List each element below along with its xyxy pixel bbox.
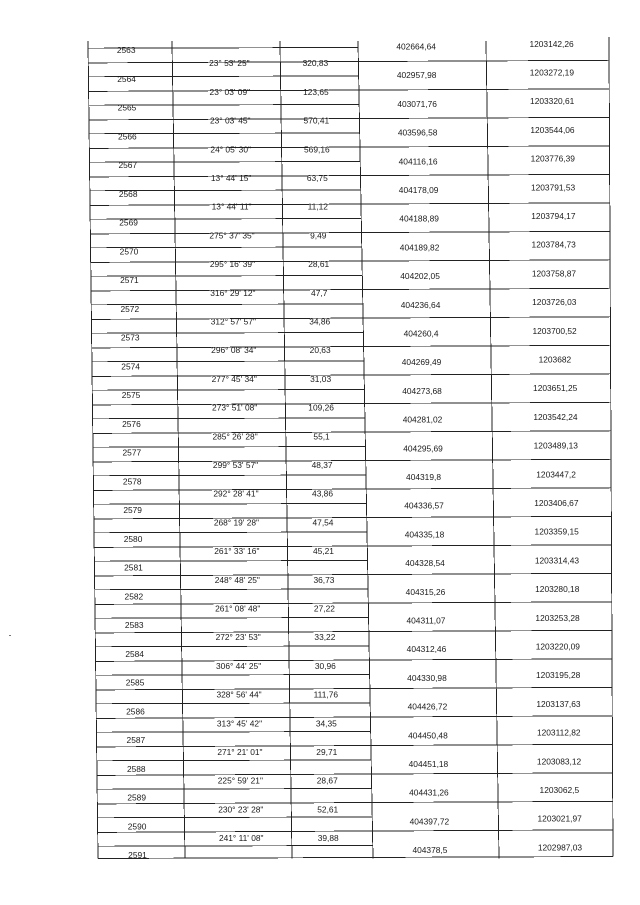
- coordinate-y-cell: 1203784,73: [531, 239, 576, 250]
- segment-length-cell: 36,73: [313, 574, 335, 585]
- point-number-cell: 2589: [127, 792, 147, 803]
- segment-length-cell: 47,54: [312, 517, 334, 528]
- point-number-cell: 2567: [118, 160, 138, 170]
- half-row-rule: [97, 788, 372, 789]
- coordinate-x-cell: 404312,46: [406, 644, 447, 655]
- point-number-cell: 2571: [120, 275, 139, 285]
- row-rule: [96, 659, 612, 662]
- coordinate-y-cell: 1203220,09: [535, 641, 580, 652]
- row-rule: [89, 89, 610, 92]
- row-rule: [93, 459, 611, 462]
- coordinate-y-cell: 1203700,52: [532, 325, 577, 336]
- coordinate-x-cell: 404116,16: [398, 156, 438, 167]
- bearing-angle-cell: 292° 28' 41": [213, 488, 259, 499]
- half-row-rule: [95, 589, 368, 590]
- coordinate-y-cell: 1203726,03: [532, 297, 577, 308]
- bearing-angle-cell: 285° 26' 28": [212, 431, 258, 442]
- segment-length-cell: 569,16: [304, 144, 330, 155]
- point-number-cell: 2565: [117, 102, 137, 113]
- bearing-angle-cell: 306° 44' 25": [216, 660, 262, 671]
- coordinate-x-cell: 404426,72: [407, 701, 448, 712]
- coordinate-y-cell: 1203791,53: [530, 182, 576, 193]
- coordinate-x-cell: 404397,72: [409, 816, 450, 827]
- row-rule: [91, 260, 610, 263]
- point-number-cell: 2568: [118, 188, 138, 199]
- coordinate-y-cell: 1203280,18: [535, 584, 580, 595]
- point-number-cell: 2588: [126, 763, 146, 774]
- coordinate-x-cell: 404315,26: [405, 586, 446, 597]
- bearing-angle-cell: 272° 23' 53": [215, 632, 261, 643]
- bearing-angle-cell: 271° 21' 01": [217, 747, 263, 757]
- segment-length-cell: 570,41: [303, 115, 330, 126]
- half-row-rule: [96, 731, 370, 732]
- coordinate-y-cell: 1203083,12: [536, 756, 582, 767]
- point-number-cell: 2575: [121, 390, 141, 400]
- row-rule: [93, 431, 611, 434]
- point-number-cell: 2569: [119, 217, 138, 228]
- scan-speck: [9, 635, 11, 636]
- bearing-angle-cell: 225° 59' 21": [217, 775, 263, 786]
- coordinate-x-cell: 402957,98: [396, 70, 437, 81]
- point-number-cell: 2572: [120, 303, 140, 314]
- row-rule: [97, 744, 613, 747]
- coordinate-y-cell: 1203062,5: [539, 785, 580, 795]
- point-number-cell: 2582: [124, 591, 144, 602]
- half-row-rule: [96, 703, 370, 704]
- coordinate-x-cell: 404178,09: [398, 185, 439, 195]
- coordinate-y-cell: 1203112,82: [536, 727, 581, 738]
- segment-length-cell: 28,67: [316, 775, 338, 786]
- bearing-angle-cell: 299° 53' 57": [212, 460, 259, 470]
- point-number-cell: 2574: [121, 361, 140, 372]
- point-number-cell: 2576: [122, 418, 141, 429]
- column-rule: [358, 41, 373, 859]
- row-rule: [91, 288, 610, 291]
- half-row-rule: [98, 845, 373, 846]
- half-row-rule: [95, 617, 369, 618]
- point-number-cell: 2586: [126, 706, 145, 717]
- bearing-angle-cell: 230° 23' 28": [218, 804, 264, 815]
- bearing-angle-cell: 13° 44' 15": [210, 173, 252, 183]
- bearing-angle-cell: 296° 08' 34": [211, 345, 257, 356]
- bearing-angle-cell: 277° 45' 34": [211, 373, 257, 384]
- coordinate-x-cell: 404335,18: [404, 529, 445, 540]
- row-rule: [95, 630, 612, 633]
- bearing-angle-cell: 248° 48' 25": [214, 574, 260, 585]
- coordinate-x-cell: 404188,89: [399, 213, 439, 224]
- bearing-angle-cell: 275° 37' 35": [209, 230, 255, 241]
- segment-length-cell: 111,76: [313, 689, 339, 700]
- row-rule: [96, 687, 612, 690]
- coordinate-x-cell: 404451,18: [408, 759, 449, 769]
- bearing-angle-cell: 295° 16' 39": [209, 259, 256, 270]
- coordinate-y-cell: 1203758,87: [531, 268, 577, 279]
- coordinate-x-cell: 404273,68: [402, 385, 442, 396]
- segment-length-cell: 55,1: [313, 431, 330, 442]
- bearing-angle-cell: 328° 56' 44": [216, 689, 262, 700]
- segment-length-cell: 123,65: [303, 86, 329, 97]
- row-rule: [91, 317, 610, 320]
- row-rule: [97, 773, 613, 776]
- half-row-rule: [98, 817, 373, 818]
- row-rule: [90, 174, 610, 177]
- table-bottom-rule: [98, 857, 613, 859]
- coordinate-y-cell: 1203142,26: [529, 38, 574, 49]
- segment-length-cell: 47,7: [311, 287, 328, 298]
- coordinate-x-cell: 404281,02: [402, 414, 443, 425]
- segment-length-cell: 20,63: [309, 345, 331, 356]
- coordinate-y-cell: 1203544,06: [530, 124, 575, 135]
- coordinate-x-cell: 404450,48: [408, 730, 448, 741]
- coordinate-x-cell: 402664,64: [396, 41, 436, 52]
- column-rule: [172, 41, 185, 859]
- point-number-cell: 2591: [128, 850, 147, 860]
- coordinate-y-cell: 1203682: [538, 354, 572, 365]
- half-row-rule: [94, 560, 367, 561]
- segment-length-cell: 43,86: [312, 488, 334, 499]
- point-number-cell: 2564: [117, 73, 136, 84]
- segment-length-cell: 45,21: [312, 546, 334, 557]
- coordinate-y-cell: 1202987,03: [537, 842, 583, 853]
- segment-length-cell: 28,61: [308, 259, 330, 270]
- row-rule: [94, 545, 611, 548]
- point-number-cell: 2566: [118, 131, 137, 142]
- coordinate-x-cell: 404378,5: [412, 845, 448, 856]
- coordinate-x-cell: 404431,26: [409, 787, 449, 798]
- coordinate-x-cell: 404189,82: [399, 242, 440, 253]
- segment-length-cell: 320,83: [302, 58, 329, 69]
- half-row-rule: [96, 674, 370, 675]
- row-rule: [92, 402, 610, 405]
- column-rule: [486, 41, 499, 859]
- column-rule: [609, 37, 613, 857]
- row-rule: [96, 716, 612, 719]
- segment-length-cell: 48,37: [311, 460, 333, 470]
- point-number-cell: 2587: [126, 735, 146, 745]
- point-number-cell: 2583: [124, 620, 144, 630]
- point-number-cell: 2563: [116, 45, 136, 55]
- coordinate-y-cell: 1203272,19: [529, 67, 575, 78]
- coordinate-y-cell: 1203794,17: [531, 211, 576, 221]
- segment-length-cell: 63,75: [306, 173, 328, 183]
- coordinate-x-cell: 403596,58: [397, 127, 438, 138]
- segment-length-cell: 11,12: [307, 201, 328, 212]
- coordinate-y-cell: 1203489,13: [533, 440, 578, 451]
- bearing-angle-cell: 273° 51' 08": [212, 402, 258, 413]
- segment-length-cell: 34,35: [315, 718, 337, 729]
- point-number-cell: 2579: [123, 505, 142, 515]
- coordinate-y-cell: 1203021,97: [537, 813, 582, 824]
- point-number-cell: 2581: [124, 562, 143, 573]
- segment-length-cell: 27,22: [313, 603, 335, 614]
- point-number-cell: 2577: [122, 447, 142, 458]
- bearing-angle-cell: 24° 05' 30": [210, 144, 251, 155]
- coordinate-x-cell: 404328,54: [405, 558, 445, 569]
- bearing-angle-cell: 23° 03' 09": [209, 86, 251, 97]
- point-number-cell: 2584: [125, 648, 144, 659]
- row-rule: [90, 231, 610, 234]
- coordinate-y-cell: 1203314,43: [534, 555, 580, 566]
- segment-length-cell: 31,03: [310, 373, 332, 384]
- row-rule: [89, 117, 609, 120]
- coordinate-x-cell: 404295,69: [403, 443, 443, 454]
- bearing-angle-cell: 316° 29' 12": [210, 287, 256, 298]
- bearing-angle-cell: 261° 33' 16": [214, 546, 260, 557]
- coordinate-y-cell: 1203651,25: [533, 383, 578, 394]
- point-number-cell: 2570: [119, 246, 139, 257]
- column-rule: [280, 41, 292, 859]
- row-rule: [95, 602, 612, 605]
- segment-length-cell: 9,49: [310, 230, 327, 241]
- half-row-rule: [94, 532, 367, 533]
- coordinate-y-cell: 1203776,39: [530, 153, 575, 164]
- coordinate-x-cell: 404260,4: [403, 328, 439, 339]
- bearing-angle-cell: 23° 53' 25": [209, 58, 250, 69]
- bearing-angle-cell: 268° 19' 28": [213, 517, 260, 528]
- row-rule: [93, 488, 611, 491]
- row-rule: [98, 830, 613, 833]
- segment-length-cell: 29,71: [316, 747, 338, 757]
- bearing-angle-cell: 23° 03' 45": [209, 115, 251, 126]
- row-rule: [97, 801, 612, 804]
- bearing-angle-cell: 261° 08' 48": [215, 603, 261, 614]
- row-rule: [90, 203, 610, 206]
- bearing-angle-cell: 241° 11' 08": [218, 833, 264, 844]
- row-rule: [92, 345, 611, 348]
- row-rule: [88, 60, 609, 63]
- segment-length-cell: 109,26: [308, 402, 334, 413]
- column-rule: [88, 41, 98, 859]
- half-row-rule: [95, 646, 369, 647]
- half-row-rule: [97, 760, 371, 761]
- row-rule: [89, 146, 609, 149]
- coordinate-y-cell: 1203447,2: [536, 469, 576, 480]
- coordinate-x-cell: 404319,8: [406, 472, 441, 482]
- coordinate-x-cell: 403071,76: [397, 98, 437, 109]
- coordinate-y-cell: 1203320,61: [530, 96, 575, 107]
- segment-length-cell: 30,96: [314, 660, 336, 671]
- point-number-cell: 2578: [122, 476, 142, 487]
- segment-length-cell: 33,22: [314, 632, 336, 643]
- coordinate-y-cell: 1203137,63: [536, 698, 581, 709]
- point-number-cell: 2573: [120, 332, 140, 343]
- point-number-cell: 2580: [123, 533, 143, 544]
- coordinate-y-cell: 1203195,28: [536, 670, 581, 681]
- coordinate-y-cell: 1203542,24: [533, 411, 578, 422]
- coordinate-y-cell: 1203253,28: [535, 612, 580, 623]
- row-rule: [94, 516, 611, 519]
- coordinate-x-cell: 404336,57: [404, 500, 444, 511]
- segment-length-cell: 39,88: [317, 833, 339, 844]
- coordinate-x-cell: 404311,07: [406, 615, 446, 626]
- row-rule: [95, 573, 612, 576]
- bearing-angle-cell: 312° 57' 57": [210, 316, 256, 327]
- segment-length-cell: 52,61: [317, 804, 339, 815]
- coordinate-x-cell: 404236,64: [400, 299, 441, 310]
- coordinate-x-cell: 404202,05: [400, 271, 440, 282]
- point-number-cell: 2590: [127, 821, 147, 832]
- bearing-angle-cell: 313° 45' 42": [216, 718, 263, 729]
- coordinate-x-cell: 404269,49: [401, 357, 442, 368]
- point-number-cell: 2585: [125, 677, 145, 688]
- coordinate-x-cell: 404330,98: [407, 672, 447, 683]
- coordinate-y-cell: 1203359,15: [534, 526, 579, 537]
- bearing-angle-cell: 13° 44' 11": [211, 201, 252, 212]
- coordinate-y-cell: 1203406,67: [534, 498, 579, 508]
- row-rule: [92, 374, 611, 377]
- segment-length-cell: 34,86: [309, 316, 331, 327]
